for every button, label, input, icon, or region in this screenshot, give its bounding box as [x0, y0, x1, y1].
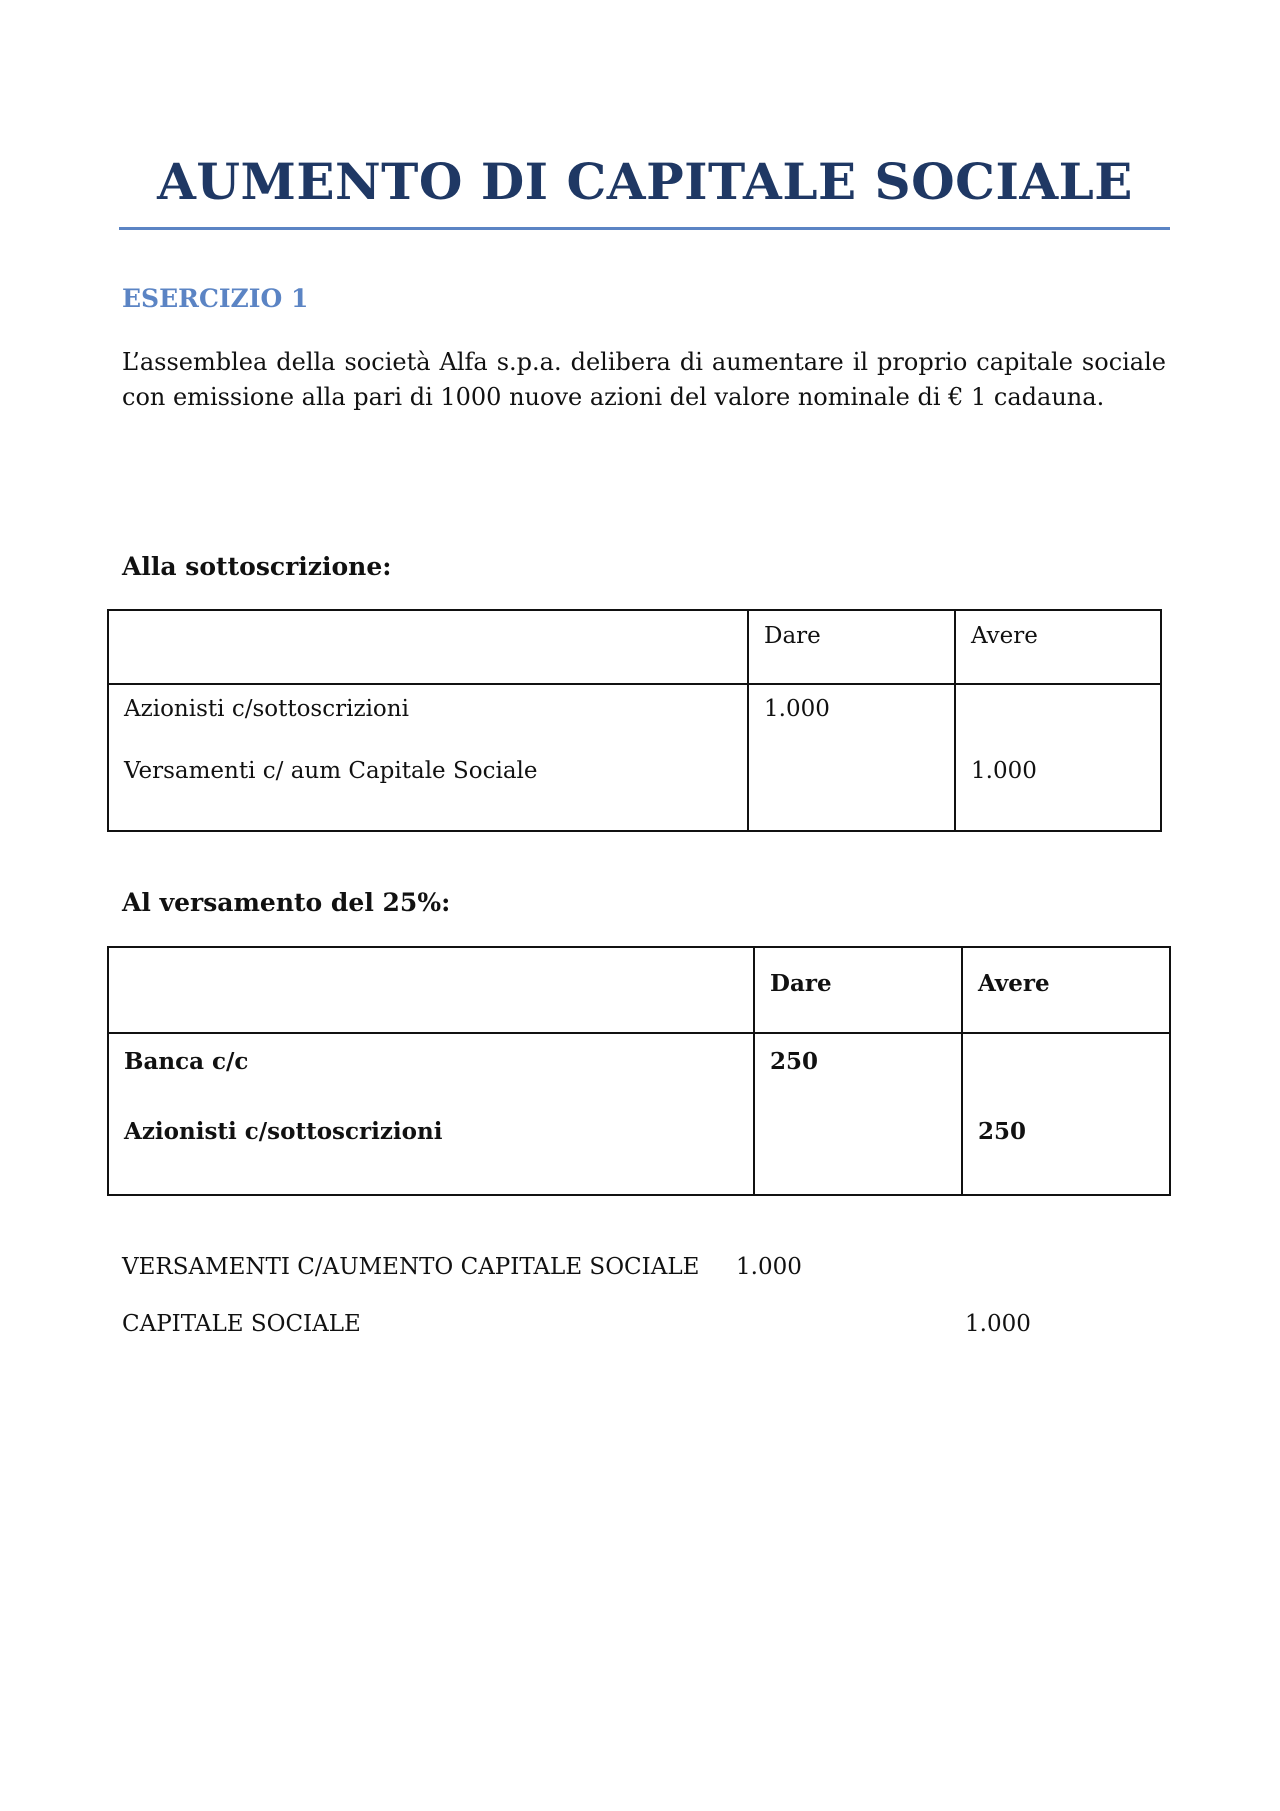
header-dare-cell — [754, 947, 962, 1033]
dare-value: 250 — [770, 1048, 819, 1075]
account-line: Banca c/c — [124, 1048, 249, 1075]
header-dare: Dare — [764, 623, 821, 649]
title-underline — [119, 227, 1170, 230]
account-cell — [108, 1033, 754, 1195]
header-account-cell — [108, 947, 754, 1033]
closing-account-1: VERSAMENTI C/AUMENTO CAPITALE SOCIALE — [122, 1254, 700, 1280]
dare-cell — [748, 684, 955, 831]
account-line: Versamenti c/ aum Capitale Sociale — [124, 758, 538, 784]
subscription-label: Alla sottoscrizione: — [122, 552, 392, 581]
header-avere-cell — [962, 947, 1170, 1033]
avere-cell — [955, 684, 1161, 831]
header-account-cell — [108, 610, 748, 684]
header-avere: Avere — [978, 970, 1050, 997]
header-dare-cell — [748, 610, 955, 684]
exercise-text: L’assemblea della società Alfa s.p.a. delibera di aumentare il proprio capitale sociale con emissione alla pari di 1000 nuove azioni del valore nominale di € 1 cadauna. — [122, 348, 1166, 411]
avere-value — [956, 685, 1160, 758]
closing-dare-1: 1.000 — [736, 1254, 802, 1280]
account-cell — [108, 684, 748, 831]
dare-cell — [754, 1033, 962, 1195]
payment-label: Al versamento del 25%: — [122, 888, 451, 917]
closing-avere-2: 1.000 — [965, 1311, 1031, 1337]
avere-value: 1.000 — [971, 758, 1037, 784]
header-avere-cell — [955, 610, 1161, 684]
exercise-heading: ESERCIZIO 1 — [122, 284, 309, 313]
account-line: Azionisti c/sottoscrizioni — [124, 1118, 443, 1145]
account-line: Azionisti c/sottoscrizioni — [124, 696, 409, 722]
avere-cell — [962, 1033, 1170, 1195]
dare-value: 1.000 — [764, 696, 830, 722]
avere-value — [963, 1034, 1169, 1118]
closing-account-2: CAPITALE SOCIALE — [122, 1311, 361, 1337]
table-row — [108, 1033, 1170, 1195]
table-header-row — [108, 610, 1161, 684]
table-header-row — [108, 947, 1170, 1033]
avere-value: 250 — [978, 1118, 1027, 1145]
table-row — [108, 684, 1161, 831]
payment-table — [107, 946, 1171, 1196]
header-dare: Dare — [770, 970, 832, 997]
header-avere: Avere — [971, 623, 1038, 649]
page-title: AUMENTO DI CAPITALE SOCIALE — [157, 152, 1133, 211]
subscription-table — [107, 609, 1162, 832]
